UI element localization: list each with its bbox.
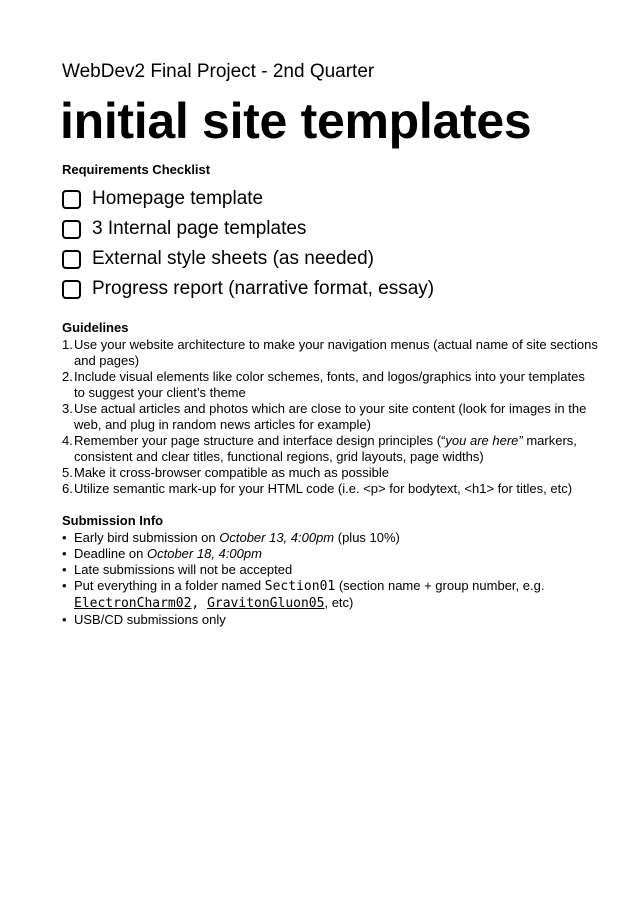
submission-text-part: Deadline on — [74, 546, 147, 561]
checklist-item — [62, 184, 598, 214]
submission-list — [62, 530, 598, 628]
submission-heading: Submission Info — [62, 513, 164, 528]
submission-item — [62, 612, 598, 628]
checklist-label: 3 Internal page templates — [92, 218, 307, 239]
guideline-item — [62, 337, 598, 369]
checklist-item — [62, 274, 598, 304]
checklist-label: External style sheets (as needed) — [92, 248, 374, 269]
checkbox-icon — [62, 250, 81, 269]
list-number: 3. — [62, 401, 73, 416]
submission-text: USB/CD submissions only — [74, 612, 226, 627]
checklist-item — [62, 244, 598, 274]
submission-text: Late submissions will not be accepted — [74, 562, 293, 577]
submission-text — [74, 530, 598, 546]
checkbox-icon — [62, 220, 81, 239]
submission-text — [74, 578, 598, 612]
guideline-emphasis: you are here” — [445, 433, 523, 448]
guidelines-heading: Guidelines — [62, 320, 129, 335]
submission-item — [62, 578, 598, 612]
list-number: 5. — [62, 465, 73, 480]
requirements-heading: Requirements Checklist — [62, 162, 211, 177]
guideline-text-part: Remember your page structure and interface design principles (“ — [74, 433, 446, 448]
checkbox-icon — [62, 280, 81, 299]
checklist-item — [62, 214, 598, 244]
requirements-checklist — [62, 184, 598, 304]
submission-item — [62, 546, 598, 562]
submission-text-part: Put everything in a folder named — [74, 578, 265, 593]
submission-item — [62, 562, 598, 578]
checklist-label: Homepage template — [92, 188, 264, 209]
submission-text — [74, 546, 598, 562]
guidelines-list — [62, 337, 598, 497]
list-number: 1. — [62, 337, 73, 352]
guideline-text: Make it cross-browser compatible as much as possible — [74, 465, 390, 480]
guideline-item — [62, 481, 598, 497]
bullet: • — [62, 546, 67, 561]
bullet: • — [62, 612, 67, 627]
submission-text-part: , etc) — [324, 595, 354, 610]
folder-name-code: Section01 — [264, 579, 336, 594]
submission-date: October 13, 4:00pm — [219, 530, 335, 545]
guideline-item — [62, 369, 598, 401]
bullet: • — [62, 530, 67, 545]
example-folder-name: GravitonGluon05 — [207, 596, 325, 611]
document-subtitle: WebDev2 Final Project - 2nd Quarter — [62, 61, 375, 82]
guideline-text: Use actual articles and photos which are close to your site content (look for images in the web, and plug in random news articles for example) — [74, 401, 587, 432]
guideline-item — [62, 401, 598, 433]
list-number: 4. — [62, 433, 73, 448]
document-title: initial site templates — [60, 93, 532, 149]
checklist-label: Progress report (narrative format, essay) — [92, 278, 435, 299]
guideline-text-part: markers, consistent and clear titles, functional regions, grid layouts, page widths) — [74, 433, 577, 464]
checkbox-icon — [62, 190, 81, 209]
bullet: • — [62, 562, 67, 577]
guideline-text: Utilize semantic mark-up for your HTML code (i.e. <p> for bodytext, <h1> for titles, etc) — [74, 481, 573, 496]
submission-text-part: (section name + group number, e.g. — [335, 578, 545, 593]
guideline-text — [74, 433, 598, 465]
list-number: 6. — [62, 481, 73, 496]
example-separator: , — [191, 596, 208, 611]
guideline-item — [62, 465, 598, 481]
submission-text-part: (plus 10%) — [334, 530, 400, 545]
submission-date: October 18, 4:00pm — [147, 546, 262, 561]
guideline-text: Include visual elements like color schemes, fonts, and logos/graphics into your templates to suggest your client’s theme — [74, 369, 585, 400]
guideline-text: Use your website architecture to make your navigation menus (actual name of site sections and pages) — [74, 337, 598, 368]
bullet: • — [62, 578, 67, 593]
list-number: 2. — [62, 369, 73, 384]
example-folder-name: ElectronCharm02 — [74, 596, 192, 611]
guideline-item — [62, 433, 598, 465]
submission-text-part: Early bird submission on — [74, 530, 220, 545]
submission-item — [62, 530, 598, 546]
